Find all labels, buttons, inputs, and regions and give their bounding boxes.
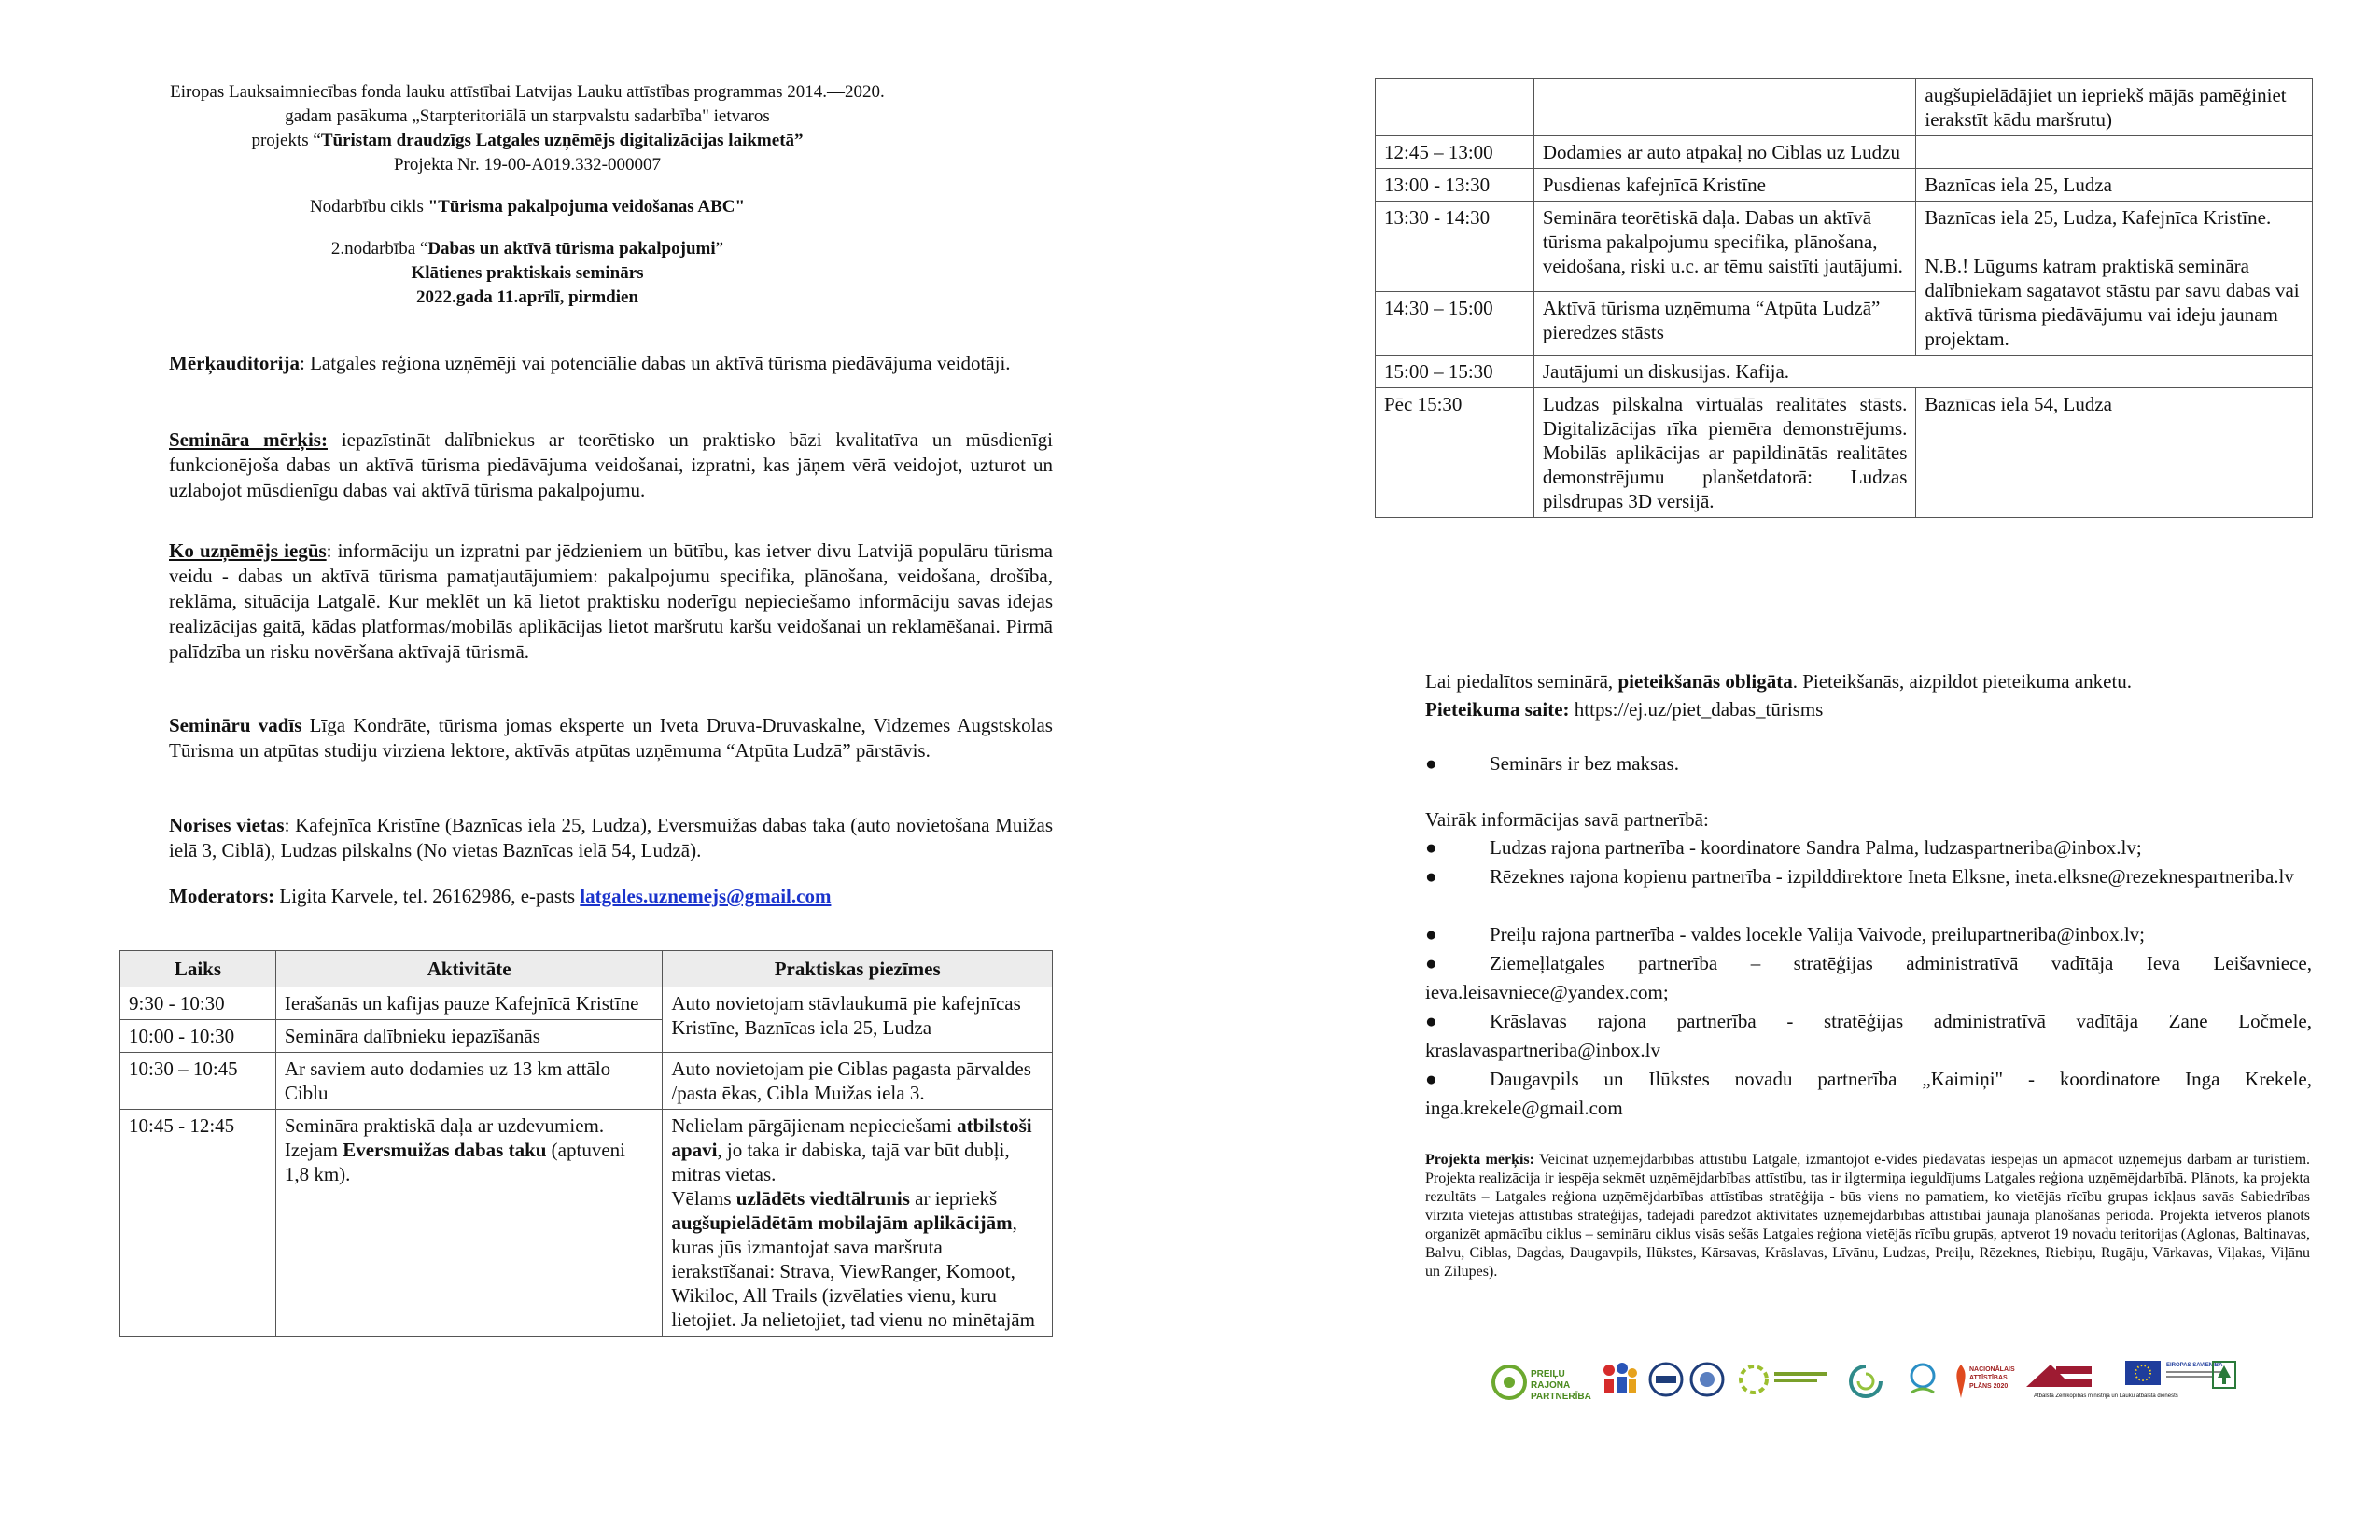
time-cell: 13:30 - 14:30 <box>1376 202 1534 292</box>
project-title <box>121 129 933 153</box>
cycle-bold: "Tūrisma pakalpojuma veidošanas ABC" <box>427 197 746 217</box>
partner-text: Krāslavas rajona partnerība - stratēģijas administratīvā vadītāja Zane Ločmele, kraslavaspartneriba@inbox.lv <box>1425 1010 2312 1061</box>
time-cell: 12:45 – 13:00 <box>1376 136 1534 169</box>
notes-cell <box>1916 202 2313 356</box>
seminar-type: Klātienes praktiskais seminārs <box>411 263 644 283</box>
activity-cell: Dodamies ar auto atpakaļ no Ciblas uz Ludzu <box>1533 136 1916 169</box>
sponsor-logos <box>1491 1361 2237 1413</box>
table-row <box>120 1110 1053 1337</box>
notes-cell <box>663 1110 1053 1337</box>
project-title-suffix: ” <box>794 131 804 150</box>
time-cell: 10:00 - 10:30 <box>120 1020 276 1053</box>
goal-text: iepazīstināt dalībniekus ar teorētisko un praktisko bāzi kvalitatīva un mūsdienīgi funkcionējoša dabas un aktīvā tūrisma piedāvājuma veidošanai, izpratni, kas jāņem vērā veidojot, uzturot un uzlabojot mūsdienīgu dabas vai aktīvā tūrisma pakalpojumu. <box>169 428 1053 501</box>
registration-bold: pieteikšanās obligāta <box>1617 670 1793 693</box>
table-row <box>1376 356 2313 388</box>
column-header: Aktivitāte <box>275 951 663 987</box>
venues-paragraph <box>169 813 1053 863</box>
round-partnership-logo-1 <box>1647 1361 1685 1404</box>
rezeknes-partnership-logo <box>1735 1361 1828 1404</box>
column-header: Praktiskas piezīmes <box>663 951 1053 987</box>
notes-text: N.B.! Lūgums katram praktiskā semināra dalībniekam sagatavot stāstu par savu dabas vai aktīvā tūrisma piedāvājumu vai ideju jaunam projektam. <box>1925 255 2300 350</box>
gains-paragraph <box>169 539 1053 665</box>
swirl-icon <box>1838 1361 1894 1402</box>
session-suffix: ” <box>715 239 724 259</box>
session-title <box>121 237 933 261</box>
leaders-paragraph <box>169 713 1053 763</box>
audience-text: : Latgales reģiona uzņēmēji vai potenciālie dabas un aktīvā tūrisma piedāvājuma veidotāji. <box>299 352 1011 374</box>
partner-item <box>1425 949 2312 1007</box>
notes-bold: augšupielādētām mobilajām aplikācijām <box>671 1211 1013 1234</box>
activity-text: (aptuveni 1,8 km). <box>284 1139 625 1185</box>
notes-text: ar iepriekš <box>909 1187 998 1210</box>
registration-note <box>1425 667 2312 695</box>
flower-icon <box>1491 1364 1528 1401</box>
partner-text: Daugavpils un Ilūkstes novadu partnerība „Kaimiņi" - koordinatore Inga Krekele, inga.krekele@gmail.com <box>1425 1068 2312 1119</box>
registration-text: . Pieteikšanās, aizpildot pieteikuma anketu. <box>1792 670 2133 693</box>
table-header-row <box>120 951 1053 987</box>
registration-link-label: Pieteikuma saite: <box>1425 698 1570 721</box>
round-partnership-logo-2 <box>1688 1361 1726 1404</box>
partner-item <box>1425 1065 2312 1123</box>
logo-text: PREIĻU RAJONA <box>1531 1369 1571 1391</box>
session-prefix: 2.nodarbība “ <box>330 239 428 259</box>
session-bold: Dabas un aktīvā tūrisma pakalpojumi <box>427 239 716 259</box>
header-block <box>121 80 933 310</box>
moderators-text: Ligita Karvele, tel. 26162986, e-pasts <box>274 885 581 907</box>
notes-bold: uzlādēts viedtālrunis <box>735 1187 910 1210</box>
activity-cell: Ar saviem auto dodamies uz 13 km attālo Ciblu <box>275 1053 663 1110</box>
partner-item <box>1425 862 2312 891</box>
circle-emblem-icon <box>1688 1361 1726 1398</box>
schedule-table-continued <box>1375 78 2313 518</box>
moderators-label: Moderators: <box>169 885 275 907</box>
bullet-item-free <box>1425 749 2312 778</box>
goal-label: Semināra mērķis: <box>169 428 328 451</box>
leaders-text: Līga Kondrāte, tūrisma jomas eksperte un Iveta Druva-Druvaskalne, Vidzemes Augstskolas Tūrisma un atpūtas studiju virziena lektore, aktīvās atpūtas uzņēmuma “Atpūta Ludzā” pārstāvis. <box>169 714 1053 762</box>
time-cell: 15:00 – 15:30 <box>1376 356 1534 388</box>
header-line: gadam pasākuma „Starpteritoriālā un starpvalstu sadarbība" ietvaros <box>285 106 770 126</box>
schedule-table <box>119 950 1053 1337</box>
moderator-email-link[interactable]: latgales.uznemejs@gmail.com <box>580 885 832 907</box>
partner-text: Ziemeļlatgales partnerība – stratēģijas administratīvā vadītāja Ieva Leišavniece, ieva.leisavniece@yandex.com; <box>1425 952 2312 1003</box>
people-icon <box>1600 1361 1639 1398</box>
notes-text: Nelielam pārgājienam nepieciešami <box>671 1114 958 1137</box>
notes-cell: Baznīcas iela 54, Ludza <box>1916 388 2313 518</box>
time-cell: Pēc 15:30 <box>1376 388 1534 518</box>
time-cell: 10:30 – 10:45 <box>120 1053 276 1110</box>
activity-cell: Semināra dalībnieku iepazīšanās <box>275 1020 663 1053</box>
table-row <box>120 987 1053 1020</box>
preilu-partnership-logo <box>1491 1361 1593 1404</box>
time-cell <box>1376 79 1534 136</box>
partner-text: Rēzeknes rajona kopienu partnerība - izpilddirektore Ineta Elksne, ineta.elksne@rezeknespartneriba.lv <box>1490 865 2294 888</box>
zemlatgales-logo <box>1906 1361 1939 1404</box>
bullet-icon: ● <box>1425 1068 1437 1090</box>
project-title-prefix: projekts “ <box>251 131 321 150</box>
project-title-bold: Tūristam draudzīgs Latgales uzņēmējs digitalizācijas laikmetā <box>320 131 795 150</box>
circle-emblem-icon <box>1647 1361 1685 1398</box>
notes-bold: atbilstoši apavi <box>671 1114 1032 1161</box>
notes-cell <box>1916 136 2313 169</box>
notes-text: , jo taka ir dabiska, tajā var būt dubļi, mitras vietas. <box>671 1139 1010 1185</box>
nap-2020-logo <box>1953 1361 2015 1404</box>
activity-cell: Aktīvā tūrisma uzņēmuma “Atpūta Ludzā” pieredzes stāsts <box>1533 291 1916 355</box>
latvian-flag-emblem-icon <box>2024 1361 2099 1391</box>
moderators-paragraph <box>169 884 1053 909</box>
time-cell: 9:30 - 10:30 <box>120 987 276 1020</box>
column-header: Laiks <box>120 951 276 987</box>
logo-text: NACIONĀLAIS <box>1969 1366 2015 1373</box>
partner-item <box>1425 833 2312 862</box>
cycle-prefix: Nodarbību cikls <box>309 197 428 217</box>
flame-icon <box>1953 1363 1969 1400</box>
kaimini-logo <box>1838 1361 1894 1404</box>
time-cell: 13:00 - 13:30 <box>1376 169 1534 202</box>
partner-text: Ludzas rajona partnerība - koordinatore Sandra Palma, ludzaspartneriba@inbox.lv; <box>1490 836 2142 859</box>
venues-label: Norises vietas <box>169 814 285 836</box>
activity-cell: Ierašanās un kafijas pauze Kafejnīcā Kristīne <box>275 987 663 1020</box>
table-row <box>1376 202 2313 292</box>
activity-cell: Semināra teorētiskā daļa. Dabas un aktīvā tūrisma pakalpojumu specifika, plānošana, veidošana, riski u.c. ar tēmu saistīti jautājumi. <box>1533 202 1916 292</box>
table-row <box>1376 388 2313 518</box>
header-line: Eiropas Lauksaimniecības fonda lauku attīstībai Latvijas Lauku attīstības programmas 2014.—2020. <box>170 82 885 102</box>
activity-cell: Ludzas pilskalna virtuālās realitātes stāsts. Digitalizācijas rīka piemēra demonstrējums. Mobilās aplikācijas ar papildinātās realitātes demonstrējumu planšetdatorā: Ludzas pilsdrupas 3D versijā. <box>1533 388 1916 518</box>
time-cell: 14:30 – 15:00 <box>1376 291 1534 355</box>
notes-text: Vēlams <box>671 1187 736 1210</box>
project-goal-label: Projekta mērķis: <box>1425 1152 1534 1168</box>
partner-item <box>1425 920 2312 949</box>
activity-cell: Jautājumi un diskusijas. Kafija. <box>1533 356 2312 388</box>
bullet-icon: ● <box>1425 952 1437 974</box>
notes-cell: Baznīcas iela 25, Ludza <box>1916 169 2313 202</box>
bullet-icon: ● <box>1425 1010 1437 1032</box>
registration-link[interactable]: https://ej.uz/piet_dabas_tūrisms <box>1569 698 1824 721</box>
notes-cell: Auto novietojam pie Ciblas pagasta pārvaldes /pasta ēkas, Cibla Muižas iela 3. <box>663 1053 1053 1110</box>
venues-text: : Kafejnīca Kristīne (Baznīcas iela 25, Ludza), Eversmuižas dabas taka (auto novietošana Muižas ielā 3, Ciblā), Ludzas pilskalns (No vietas Baznīcas ielā 54, Ludzā). <box>169 814 1053 861</box>
activity-cell <box>275 1110 663 1337</box>
notes-text: Baznīcas iela 25, Ludza, Kafejnīca Kristīne. <box>1925 206 2272 229</box>
leaf-icon <box>1735 1361 1772 1398</box>
bullet-icon: ● <box>1425 865 1437 888</box>
activity-cell <box>1533 79 1916 136</box>
partner-item <box>1425 1007 2312 1065</box>
project-number: Projekta Nr. 19-00-A019.332-000007 <box>393 155 662 175</box>
leader-logo <box>2212 1361 2236 1404</box>
gains-label: Ko uzņēmējs iegūs <box>169 539 327 562</box>
time-cell: 10:45 - 12:45 <box>120 1110 276 1337</box>
notes-cell: Auto novietojam stāvlaukumā pie kafejnīcas Kristīne, Baznīcas iela 25, Ludza <box>663 987 1053 1053</box>
table-row <box>120 1053 1053 1110</box>
more-info-heading: Vairāk informācijas savā partnerībā: <box>1425 808 1709 831</box>
project-goal-paragraph <box>1425 1151 2310 1281</box>
bullet-text: Seminārs ir bez maksas. <box>1490 752 1679 775</box>
registration-link-line <box>1425 695 2312 723</box>
partner-text: Preiļu rajona partnerība - valdes locekle Valija Vaivode, preilupartneriba@inbox.lv; <box>1490 923 2146 945</box>
bullet-icon: ● <box>1425 923 1437 945</box>
activity-bold: Eversmuižas dabas taku <box>343 1139 547 1161</box>
table-row <box>1376 136 2313 169</box>
activity-cell: Pusdienas kafejnīcā Kristīne <box>1533 169 1916 202</box>
family-logo <box>1600 1361 1639 1404</box>
leader-tree-icon <box>2212 1361 2236 1389</box>
gains-text: : informāciju un izpratni par jēdzieniem un būtību, kas ietver divu Latvijā populāru tūrisma veidu - dabas un aktīvā tūrisma pamatjautājumiem: pakalpojumu specifika, plānošana, veidošana, drošība, reklāma, situācija Latgalē. Kur meklēt un kā lietot praktisku noderīgu nepieciešamo informāciju savas idejas realizācijas gaitā, kādas platformas/mobilās aplikācijas lietot maršrutu karšu veidošanai un reklamēšanai. Pirmā palīdzība un risku novēršana aktīvajā tūrismā. <box>169 539 1053 663</box>
project-goal-text: Veicināt uzņēmējdarbības attīstību Latgalē, izmantojot e-vides piedāvātās iespējas un apmācot uzņēmējus darbam ar tūristiem. Projekta realizācija ir iespēja sekmēt uzņēmējdarbības attīstību, tas ir ilgtermiņa ieguldījums Latgales reģiona uzņēmējdarbībā. Plānots, ka projekta rezultāts – Latgales reģiona uzņēmējdarbības attīstības stratēģija - būs viens no pamatiem, ko vietējās rīcību grupas iekļaus savās Sabiedrības virzīta vietējās attīstības stratēģijās, tādējādi paredzot aktivitātes uzņēmējdarbības attīstībai jaunajā plānošanas periodā. Projekta ietveros plānots organizēt apmācību ciklus – semināru ciklus visās sešās Latgales reģiona vietējās rīcību grupās, aptverot 19 novadu teritorijas (Aglonas, Baltinavas, Balvu, Ciblas, Dagdas, Daugavpils, Ilūkstes, Kārsavas, Krāslavas, Līvānu, Ludzas, Preiļu, Rēzeknes, Riebiņu, Rugāju, Vārkavas, Viļakas, Viļānu un Zilupes). <box>1425 1152 2311 1280</box>
table-row <box>1376 169 2313 202</box>
ministry-caption: Atbalsta Zemkopības ministrija un Lauku atbalsta dienests <box>2034 1393 2178 1399</box>
wave-icon <box>1906 1361 1939 1402</box>
goal-paragraph <box>169 427 1053 503</box>
eu-flag-icon <box>2125 1361 2161 1385</box>
logo-text: PARTNERĪBA <box>1531 1392 1591 1402</box>
audience-paragraph <box>169 351 1053 376</box>
registration-text: Lai piedalītos seminārā, <box>1425 670 1618 693</box>
audience-label: Mērķauditorija <box>169 352 300 374</box>
notes-text: , kuras jūs izmantojat sava maršruta ierakstīšanai: Strava, ViewRanger, Komoot, Wikiloc, All Trails (izvēlaties vienu, kuru lietojiet. Ja nelietojiet, tad vienu no minētajām <box>671 1211 1035 1331</box>
bullet-icon: ● <box>1425 836 1437 859</box>
leaders-label: Semināru vadīs <box>169 714 302 736</box>
bullet-icon: ● <box>1425 752 1437 775</box>
activity-text: Semināra praktiskā daļa ar uzdevumiem. Izejam <box>284 1114 605 1161</box>
seminar-date: 2022.gada 11.aprīlī, pirmdien <box>415 287 639 307</box>
notes-cell: augšupielādājiet un iepriekš mājās pamēģiniet ierakstīt kādu maršrutu) <box>1916 79 2313 136</box>
logo-text: PLĀNS 2020 <box>1969 1383 2009 1390</box>
logo-text: EIROPAS SAVIENĪBA <box>2166 1363 2223 1368</box>
logo-text: ATTĪSTĪBAS <box>1969 1375 2008 1381</box>
table-row <box>1376 79 2313 136</box>
cycle-title <box>121 195 933 219</box>
